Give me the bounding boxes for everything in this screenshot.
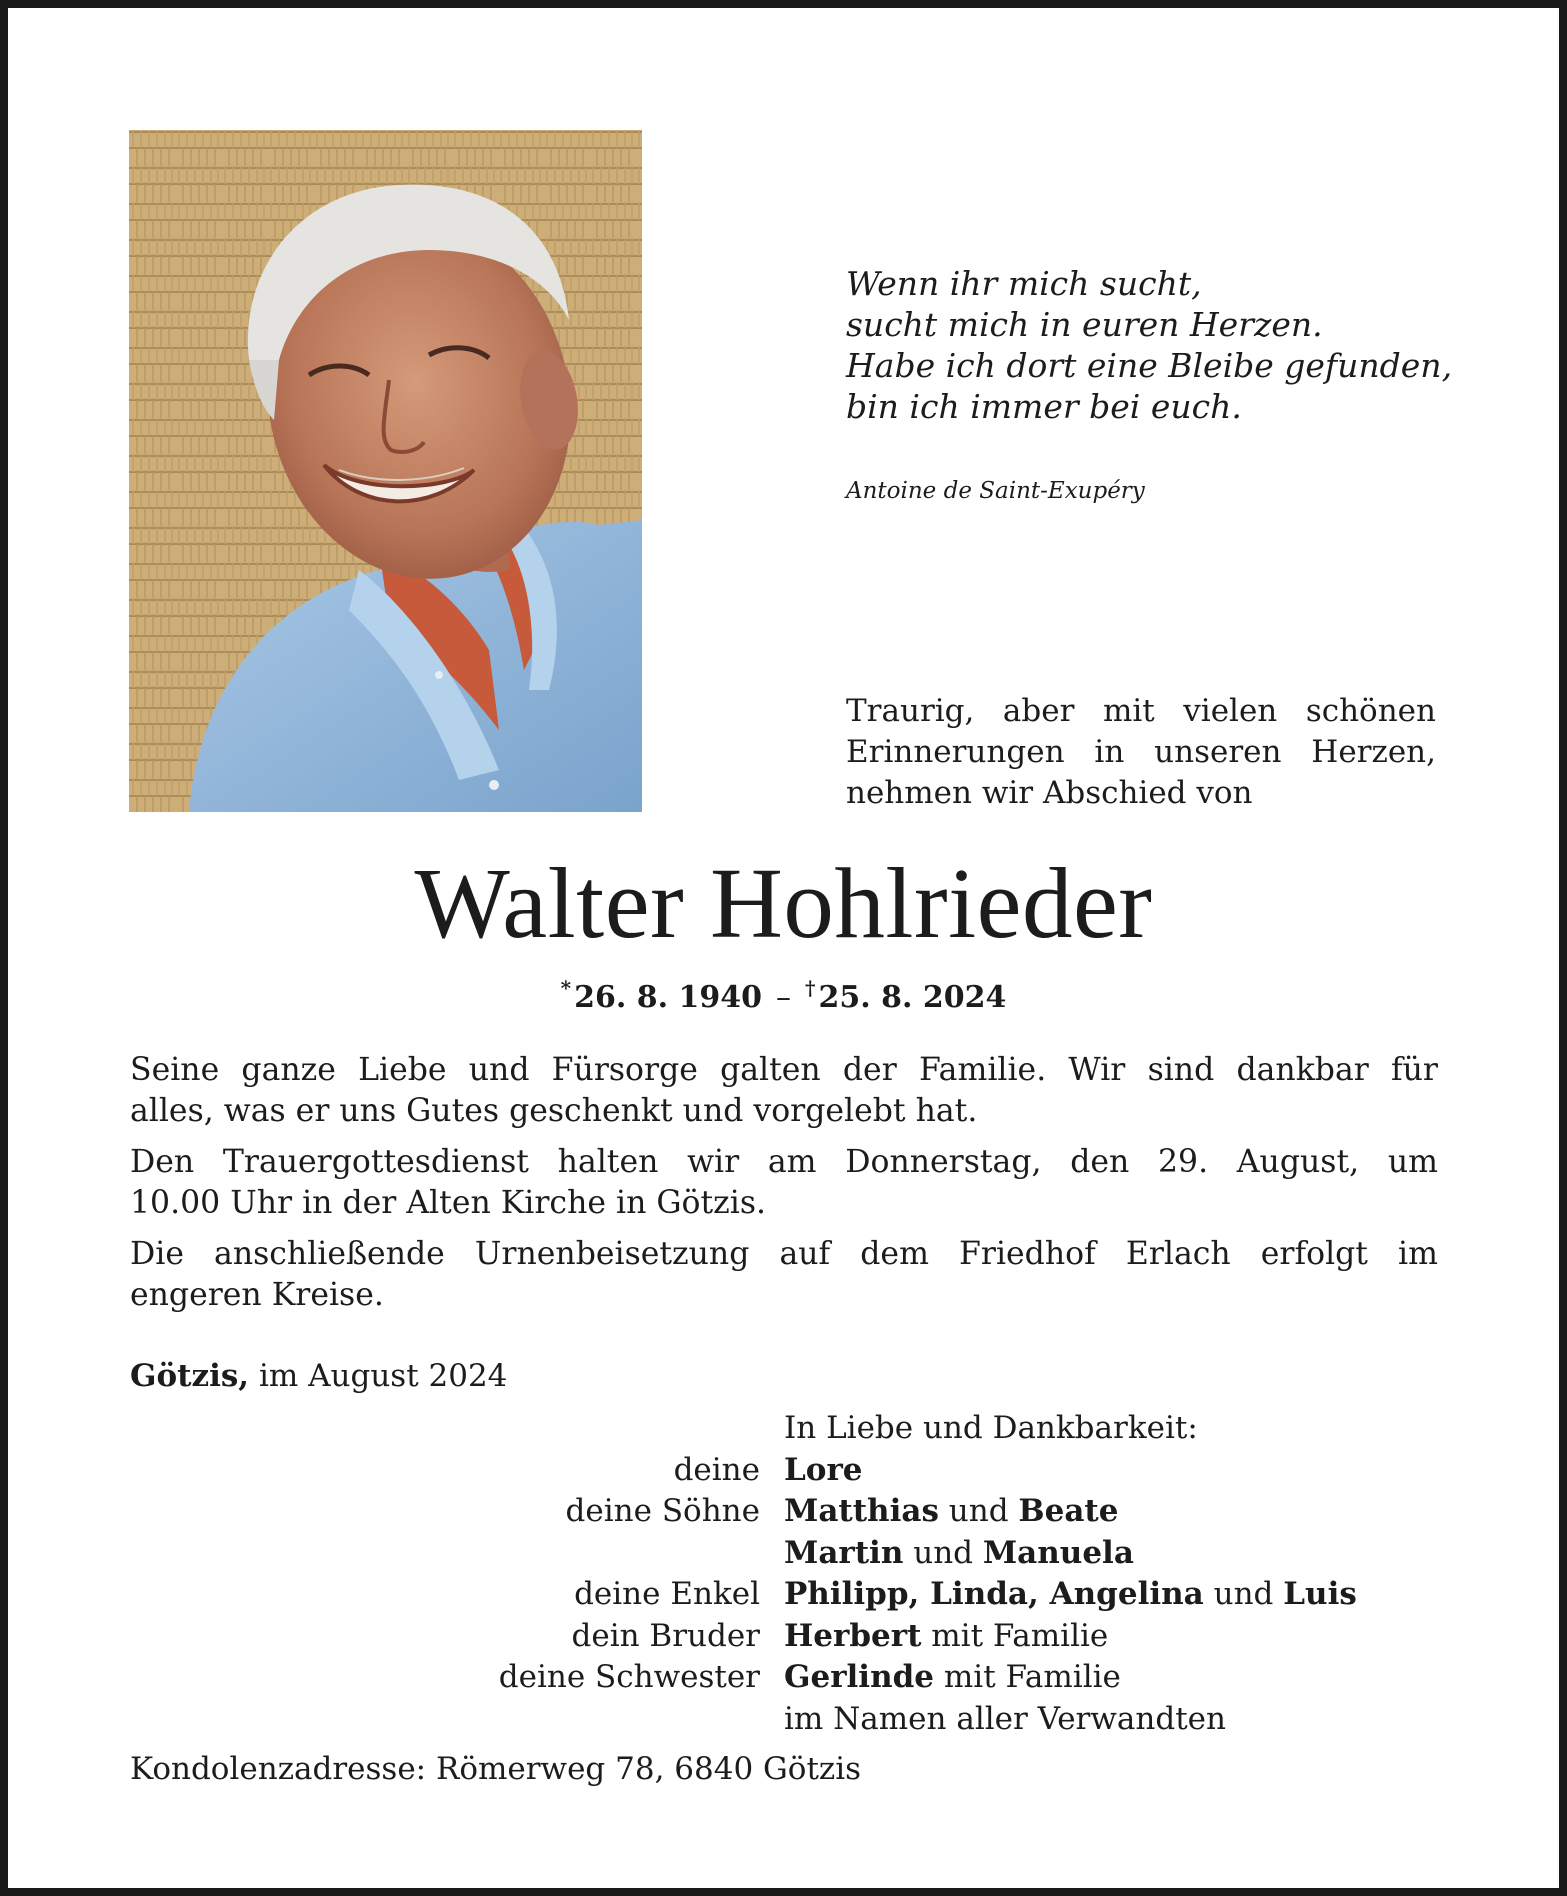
family-names [784,1491,1118,1533]
paragraph [130,1050,1438,1132]
family-names [784,1574,1357,1616]
family-row [8,1699,1559,1740]
life-dates [8,976,1559,1015]
family-names [784,1533,1134,1575]
intro-line: nehmen wir Abschied von [846,775,1253,811]
family-connector: im Namen aller Verwandten [784,1700,1226,1737]
date-separator: – [776,980,791,1015]
intro-line: Erinnerungen in unseren Herzen, [846,734,1436,770]
deceased-name: Walter Hohlrieder [414,847,1153,959]
condolence-address: Kondolenzadresse: Römerweg 78, 6840 Götzis [130,1751,862,1787]
portrait-icon [129,130,642,812]
intro-text [846,691,1436,814]
obituary-page [8,8,1559,1888]
family-connector: und [938,1493,1019,1529]
death-symbol: † [805,976,816,1000]
place-month: im August 2024 [249,1358,508,1394]
family-row [8,1574,1559,1615]
intro-line: Traurig, aber mit vielen schönen [846,693,1436,729]
family-relation: deine Schwester [498,1659,760,1695]
portrait-photo [129,130,642,812]
family-row [8,1657,1559,1698]
quote-author: Antoine de Saint-Exupéry [846,478,1145,504]
quote-line: Habe ich dort eine Bleibe gefunden, [846,346,1453,385]
family-member-name: Herbert [784,1617,922,1654]
paragraph-line: alles, was er uns Gutes geschenkt und vorgelebt hat. [130,1093,978,1129]
family-row [8,1533,1559,1574]
family-names [784,1699,1226,1741]
family-member-name: Lore [784,1451,863,1488]
family-member-name: Manuela [982,1534,1134,1571]
family-connector: mit Familie [921,1617,1109,1654]
family-relation: deine Söhne [565,1493,760,1529]
death-date: 25. 8. 2024 [818,980,1007,1015]
family-relation: deine Enkel [574,1576,760,1612]
family-relation: dein Bruder [571,1617,760,1654]
quote-line: Wenn ihr mich sucht, [846,264,1202,303]
family-row [8,1616,1559,1657]
paragraph-line: Seine ganze Liebe und Fürsorge galten der Familie. Wir sind dankbar für [130,1052,1438,1088]
paragraph-line: Den Trauergottesdienst halten wir am Donnerstag, den 29. August, um [130,1144,1438,1180]
paragraph-line: Die anschließende Urnenbeisetzung auf dem Friedhof Erlach erfolgt im [130,1236,1438,1272]
birth-date: 26. 8. 1940 [574,980,762,1015]
family-names [784,1450,863,1492]
place-town: Götzis, [130,1358,250,1394]
family-relation: deine [673,1451,760,1488]
quote-line: sucht mich in euren Herzen. [846,305,1323,344]
family-connector: und [903,1534,983,1571]
family-names [784,1657,1121,1699]
paragraph [130,1234,1438,1316]
family-member-name: Luis [1283,1576,1357,1612]
family-member-name: Gerlinde [784,1659,935,1695]
family-row [8,1450,1559,1491]
quote-line: bin ich immer bei euch. [846,387,1242,426]
paragraph-line: 10.00 Uhr in der Alten Kirche in Götzis. [130,1185,767,1221]
birth-symbol: * [560,976,572,1000]
family-member-name: Martin [784,1534,904,1571]
family-row [8,1491,1559,1532]
family-connector: und [1203,1576,1284,1612]
family-names [784,1616,1108,1658]
paragraph-line: engeren Kreise. [130,1277,384,1313]
paragraph [130,1142,1438,1224]
family-member-name: Philipp, Linda, Angelina [784,1576,1204,1612]
family-connector: mit Familie [934,1659,1121,1695]
quote [846,263,1486,427]
family-member-name: Beate [1018,1493,1119,1529]
family-member-name: Matthias [784,1493,939,1529]
family-heading: In Liebe und Dankbarkeit: [784,1410,1198,1446]
place-date [130,1358,507,1394]
body-text [130,1050,1438,1326]
